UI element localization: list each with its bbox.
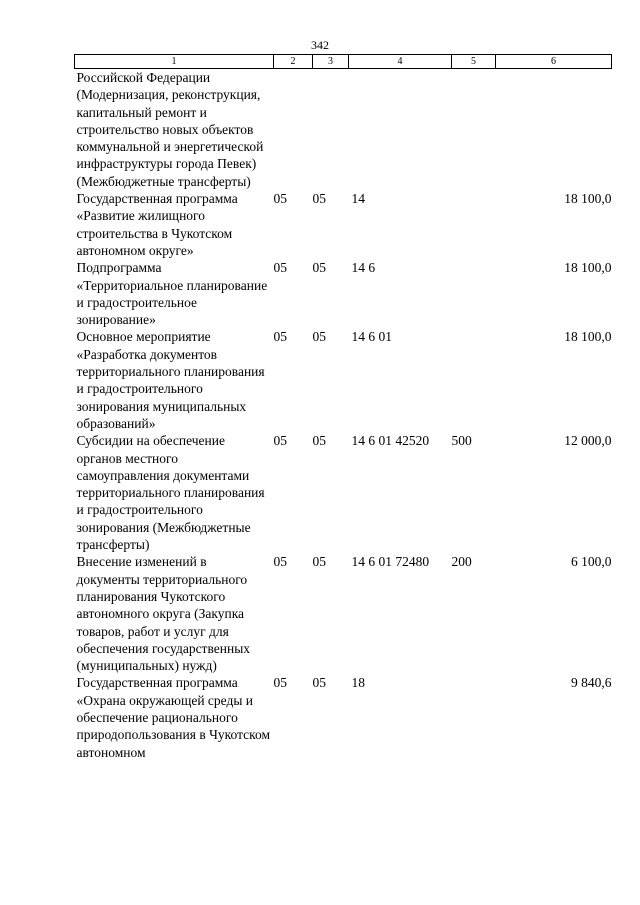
row-amount: 18 100,0: [564, 329, 612, 345]
table-row: [75, 328, 612, 432]
row-expense-type: [452, 69, 496, 191]
table-row: [75, 69, 612, 191]
row-amount: [496, 69, 612, 191]
row-section: 05: [273, 191, 287, 207]
header-col-3: 3: [313, 55, 349, 69]
table-row: [75, 553, 612, 674]
row-amount: 12 000,0: [564, 433, 612, 449]
row-amount: 6 100,0: [571, 554, 612, 570]
row-target-article: 14 6: [351, 260, 376, 276]
row-expense-type: [452, 328, 496, 432]
row-expense-type: [452, 674, 496, 760]
row-amount: 18 100,0: [564, 260, 612, 276]
header-col-1: 1: [75, 55, 274, 69]
row-target-article: [349, 69, 452, 191]
row-subsection: 05: [312, 675, 326, 691]
row-section: [274, 69, 313, 191]
row-subsection: [313, 69, 349, 191]
row-target-article: 14: [351, 191, 365, 207]
table-header: [75, 55, 612, 69]
row-amount: 18 100,0: [564, 191, 612, 207]
row-subsection: 05: [312, 260, 326, 276]
header-col-4: 4: [349, 55, 452, 69]
row-section: 05: [273, 675, 287, 691]
row-amount: 9 840,6: [571, 675, 612, 691]
budget-table: [74, 54, 612, 761]
header-col-5: 5: [452, 55, 496, 69]
row-subsection: 05: [312, 554, 326, 570]
row-name: Внесение изменений в документы территориального планирования Чукотского автономного округа (Закупка товаров, работ и услуг для обеспечения государственных (муниципальных) нужд): [76, 554, 251, 674]
row-subsection: 05: [312, 433, 326, 449]
row-target-article: 14 6 01 72480: [351, 554, 430, 570]
table-body: [75, 69, 612, 761]
row-name: Подпрограмма «Территориальное планирование и градостроительное зонирование»: [76, 260, 268, 328]
row-expense-type: [452, 259, 496, 328]
row-section: 05: [273, 260, 287, 276]
row-expense-type: [452, 190, 496, 259]
table-row: [75, 190, 612, 259]
row-name: Государственная программа «Охрана окружающей среды и обеспечение рационального природопользования в Чукотском автономном: [76, 675, 271, 760]
row-name: Основное мероприятие «Разработка документов территориального планирования и градостроительного зонирования муниципальных образований»: [76, 329, 265, 431]
row-name: Государственная программа «Развитие жилищного строительства в Чукотском автономном округе»: [76, 191, 238, 258]
table-row: [75, 674, 612, 760]
header-col-2: 2: [274, 55, 313, 69]
header-col-6: 6: [496, 55, 612, 69]
row-subsection: 05: [312, 191, 326, 207]
row-target-article: 18: [351, 675, 365, 691]
row-section: 05: [273, 329, 287, 345]
header-row: [75, 55, 612, 69]
table-row: [75, 259, 612, 328]
row-section: 05: [273, 554, 287, 570]
row-target-article: 14 6 01: [351, 329, 392, 345]
row-expense-type: 500: [451, 433, 472, 449]
table-row: [75, 432, 612, 553]
row-name: Субсидии на обеспечение органов местного самоуправления документами территориального планирования и градостроительного зонирования (Межбюджетные трансферты): [76, 433, 265, 553]
page-number: 342: [311, 38, 329, 52]
row-target-article: 14 6 01 42520: [351, 433, 430, 449]
row-expense-type: 200: [451, 554, 472, 570]
row-subsection: 05: [312, 329, 326, 345]
row-name: Российской Федерации (Модернизация, реконструкция, капитальный ремонт и строительство новых объектов коммунальной и энергетической инфраструктуры города Певек) (Межбюджетные трансферты): [76, 70, 264, 189]
row-section: 05: [273, 433, 287, 449]
